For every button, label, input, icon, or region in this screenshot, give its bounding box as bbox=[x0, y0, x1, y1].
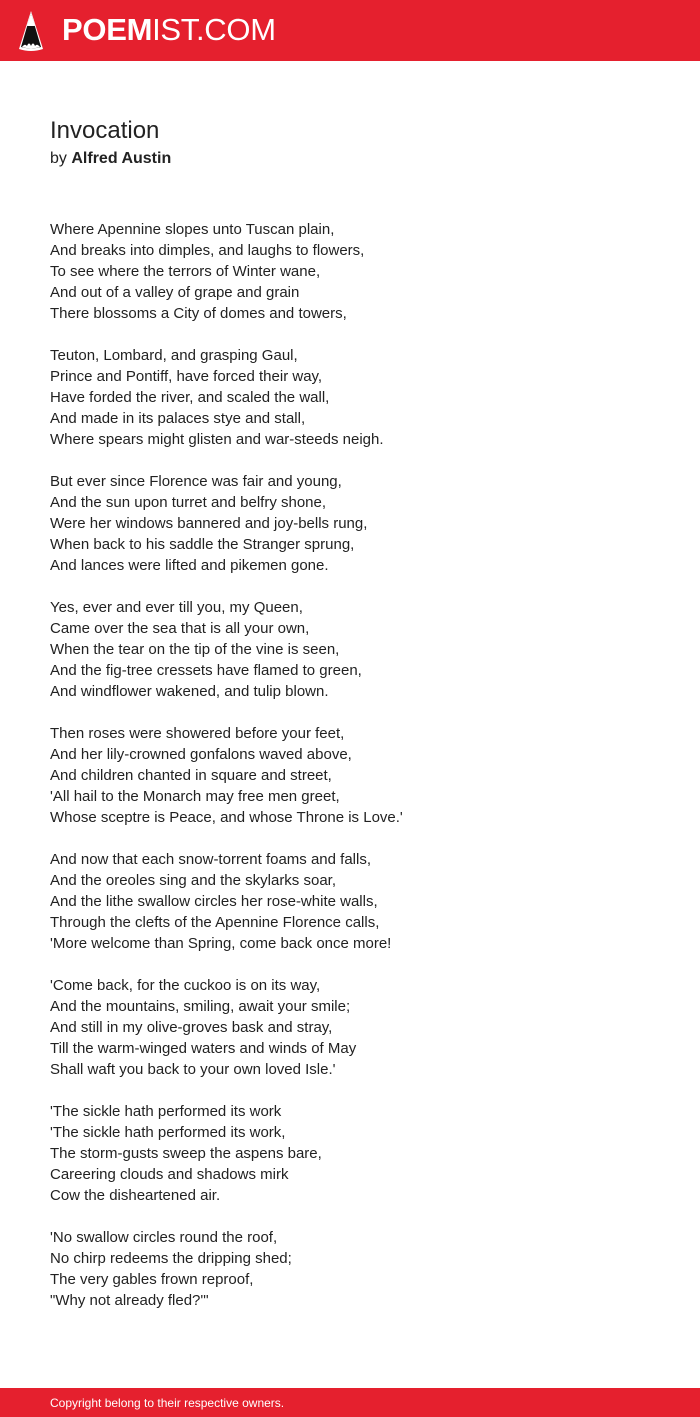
stanza bbox=[50, 597, 670, 702]
poem-line: Through the clefts of the Apennine Florence calls, bbox=[50, 914, 380, 931]
poem-line: 'No swallow circles round the roof, bbox=[50, 1229, 278, 1246]
poem-line: Have forded the river, and scaled the wall, bbox=[50, 389, 330, 406]
stanza bbox=[50, 723, 670, 828]
stanza bbox=[50, 471, 670, 576]
logo-text-strong: POEM bbox=[62, 12, 153, 47]
poem-line: The storm-gusts sweep the aspens bare, bbox=[50, 1145, 322, 1162]
site-logo[interactable] bbox=[62, 12, 276, 48]
poem-line: And her lily-crowned gonfalons waved above, bbox=[50, 746, 352, 763]
poem-line: No chirp redeems the dripping shed; bbox=[50, 1250, 292, 1267]
poem-line: The very gables frown reproof, bbox=[50, 1271, 254, 1288]
poem-line: 'More welcome than Spring, come back once more! bbox=[50, 935, 392, 952]
stanza bbox=[50, 975, 670, 1080]
poem-line: And lances were lifted and pikemen gone. bbox=[50, 557, 329, 574]
by-label: by bbox=[50, 150, 67, 167]
poem-line: And the fig-tree cressets have flamed to green, bbox=[50, 662, 362, 679]
poem-line: Shall waft you back to your own loved Isle.' bbox=[50, 1061, 336, 1078]
stanza bbox=[50, 1101, 670, 1206]
poem-byline bbox=[50, 148, 171, 170]
poem-line: Till the warm-winged waters and winds of May bbox=[50, 1040, 357, 1057]
poem-line: And out of a valley of grape and grain bbox=[50, 284, 300, 301]
poem-line: "Why not already fled?'" bbox=[50, 1292, 209, 1309]
poem-line: And the oreoles sing and the skylarks soar, bbox=[50, 872, 336, 889]
poem-line: To see where the terrors of Winter wane, bbox=[50, 263, 321, 280]
poem-line: But ever since Florence was fair and young, bbox=[50, 473, 342, 490]
stanza bbox=[50, 1227, 670, 1311]
poem-line: Came over the sea that is all your own, bbox=[50, 620, 310, 637]
poem-line: Cow the disheartened air. bbox=[50, 1187, 221, 1204]
poem-line: And breaks into dimples, and laughs to flowers, bbox=[50, 242, 365, 259]
poem-line: And children chanted in square and street, bbox=[50, 767, 332, 784]
poem-line: Whose sceptre is Peace, and whose Throne is Love.' bbox=[50, 809, 403, 826]
poem-line: There blossoms a City of domes and towers, bbox=[50, 305, 347, 322]
stanza bbox=[50, 219, 670, 324]
logo-text-light: IST.COM bbox=[152, 12, 276, 47]
poem-line: And the sun upon turret and belfry shone, bbox=[50, 494, 327, 511]
poem-line: Teuton, Lombard, and grasping Gaul, bbox=[50, 347, 298, 364]
poem-line: 'All hail to the Monarch may free men greet, bbox=[50, 788, 340, 805]
poem-line: And still in my olive-groves bask and stray, bbox=[50, 1019, 333, 1036]
poem-line: 'Come back, for the cuckoo is on its way, bbox=[50, 977, 321, 994]
site-footer bbox=[0, 1388, 700, 1417]
stanza bbox=[50, 849, 670, 954]
poem-line: Where Apennine slopes unto Tuscan plain, bbox=[50, 221, 335, 238]
copyright-text: Copyright belong to their respective owners. bbox=[50, 1396, 285, 1410]
poem-line: Were her windows bannered and joy-bells rung, bbox=[50, 515, 368, 532]
poem-line: And windflower wakened, and tulip blown. bbox=[50, 683, 329, 700]
poem-line: Prince and Pontiff, have forced their way, bbox=[50, 368, 323, 385]
poem-line: Careering clouds and shadows mirk bbox=[50, 1166, 289, 1183]
poem-line: 'The sickle hath performed its work bbox=[50, 1103, 282, 1120]
pencil-tip-icon bbox=[18, 10, 44, 52]
poem-line: When the tear on the tip of the vine is seen, bbox=[50, 641, 340, 658]
poem-body bbox=[50, 219, 670, 1332]
poem-line: Where spears might glisten and war-steeds neigh. bbox=[50, 431, 384, 448]
poem-line: And the lithe swallow circles her rose-white walls, bbox=[50, 893, 378, 910]
stanza bbox=[50, 345, 670, 450]
poem-line: And now that each snow-torrent foams and falls, bbox=[50, 851, 372, 868]
poem-line: Then roses were showered before your feet, bbox=[50, 725, 345, 742]
poem-line: When back to his saddle the Stranger sprung, bbox=[50, 536, 355, 553]
poem-line: And the mountains, smiling, await your smile; bbox=[50, 998, 351, 1015]
site-header bbox=[0, 0, 700, 61]
poem-title: Invocation bbox=[50, 117, 160, 144]
poem-line: And made in its palaces stye and stall, bbox=[50, 410, 306, 427]
poem-author: Alfred Austin bbox=[71, 150, 172, 167]
poem-line: 'The sickle hath performed its work, bbox=[50, 1124, 286, 1141]
poem-line: Yes, ever and ever till you, my Queen, bbox=[50, 599, 303, 616]
